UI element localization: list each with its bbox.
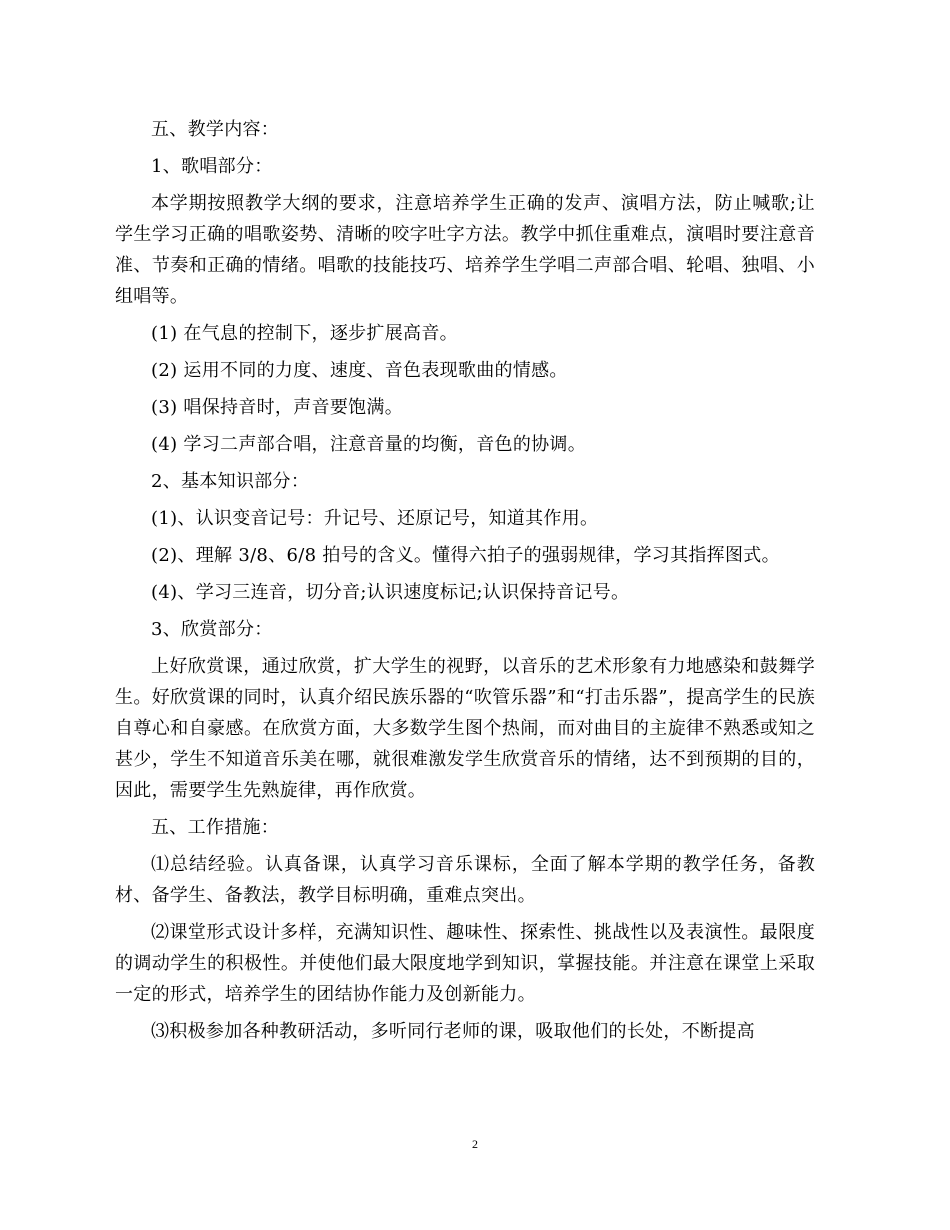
list-item-measure-2: ⑵课堂形式设计多样，充满知识性、趣味性、探索性、挑战性以及表演性。最限度的调动学生的积极性。并使他们最大限度地学到知识，掌握技能。并注意在课堂上采取一定的形式，培养学生的团结协作能力及创新能力。 (115, 922, 815, 1005)
list-item-singing-3: (3) 唱保持音时，声音要饱满。 (151, 397, 404, 418)
list-item-singing-4: (4) 学习二声部合唱，注意音量的均衡，音色的协调。 (151, 434, 587, 455)
list-item-singing-2: (2) 运用不同的力度、速度、音色表现歌曲的情感。 (151, 360, 568, 381)
subheading-appreciation: 3、欣赏部分： (151, 619, 273, 640)
list-item-measure-3: ⑶积极参加各种教研活动，多听同行老师的课，吸取他们的长处，不断提高 (151, 1021, 755, 1042)
list-item-singing-1: (1) 在气息的控制下，逐步扩展高音。 (151, 323, 458, 344)
heading-work-measures: 五、工作措施： (151, 817, 280, 838)
document-body (115, 114, 815, 1053)
list-item-knowledge-4: (4)、学习三连音，切分音;认识速度标记;认识保持音记号。 (151, 582, 630, 603)
paragraph-appreciation-body: 上好欣赏课，通过欣赏，扩大学生的视野，以音乐的艺术形象有力地感染和鼓舞学生。好欣赏课的同时，认真介绍民族乐器的“吹管乐器”和“打击乐器”，提高学生的民族自尊心和自豪感。在欣赏方面，大多数学生图个热闹，而对曲目的主旋律不熟悉或知之甚少，学生不知道音乐美在哪，就很难激发学生欣赏音乐的情绪，达不到预期的目的，因此，需要学生先熟旋律，再作欣赏。 (115, 656, 815, 801)
list-item-measure-1: ⑴总结经验。认真备课，认真学习音乐课标，全面了解本学期的教学任务，备教材、备学生、备教法，教学目标明确，重难点突出。 (115, 854, 815, 906)
list-item-knowledge-1: (1)、认识变音记号：升记号、还原记号，知道其作用。 (151, 508, 599, 529)
page-number: 2 (472, 1137, 478, 1151)
subheading-basic-knowledge: 2、基本知识部分： (151, 471, 310, 492)
heading-teaching-content: 五、教学内容： (151, 119, 280, 140)
paragraph-singing-body: 本学期按照教学大纲的要求，注意培养学生正确的发声、演唱方法，防止喊歌;让学生学习正确的唱歌姿势、清晰的咬字吐字方法。教学中抓住重难点，演唱时要注意音准、节奏和正确的情绪。唱歌的技能技巧、培养学生学唱二声部合唱、轮唱、独唱、小组唱等。 (115, 193, 815, 307)
subheading-singing: 1、歌唱部分： (151, 156, 273, 177)
list-item-knowledge-2: (2)、理解 3/8、6/8 拍号的含义。懂得六拍子的强弱规律，学习其指挥图式。 (151, 545, 780, 566)
